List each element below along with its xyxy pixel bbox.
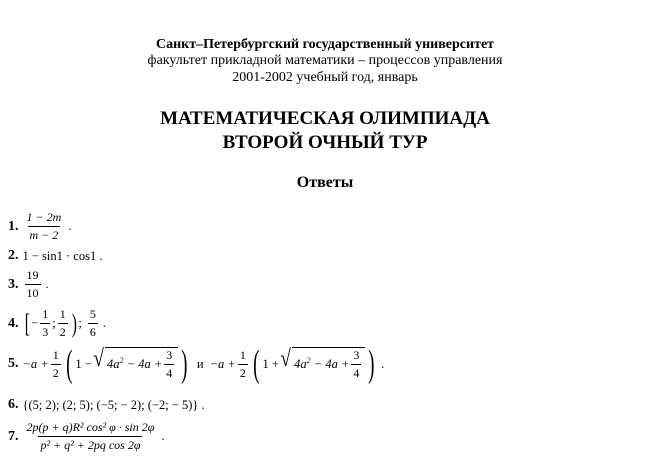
right-paren: ) (368, 343, 375, 385)
fraction (40, 307, 50, 340)
answer-number: 2. (8, 248, 19, 263)
numerator: 1 (59, 307, 66, 321)
answer-number: 4. (8, 315, 19, 331)
fraction (58, 307, 68, 340)
fraction (25, 420, 157, 453)
minus-sign: − (31, 316, 39, 330)
title-line-2: ВТОРОЙ ОЧНЫЙ ТУР (222, 132, 428, 153)
left-paren: ( (253, 343, 260, 385)
answer-4 (8, 307, 106, 340)
denominator: 6 (89, 325, 96, 339)
conjunction: и (196, 356, 204, 371)
numerator: 1 (52, 347, 59, 362)
square-root (92, 347, 178, 381)
period: . (45, 277, 49, 291)
denominator: m − 2 (29, 228, 59, 242)
square-root (279, 347, 365, 381)
denominator: 2 (52, 365, 59, 380)
answer-2 (8, 248, 102, 264)
answer-number: 6. (8, 397, 19, 412)
period: . (68, 219, 72, 233)
answer-7 (8, 420, 165, 453)
term: 1 − (75, 356, 92, 371)
faculty-name: факультет прикладной математики – процессов управления (147, 53, 503, 68)
fraction (25, 268, 41, 301)
solution-set: {(5; 2); (2; 5); (−5; − 2); (−2; − 5)} . (22, 397, 205, 412)
answers-heading: Ответы (296, 174, 354, 191)
answer-number: 1. (8, 218, 19, 234)
numerator: 19 (26, 268, 39, 282)
right-paren: ) (71, 308, 77, 338)
fraction: $\frac{3}{4}$ (166, 348, 173, 380)
right-paren: ) (181, 343, 188, 385)
term: −a + (209, 356, 236, 371)
answer-number: 3. (8, 276, 19, 292)
numerator: 1 (42, 307, 49, 321)
radical-sign: √ (93, 346, 104, 372)
radical-sign: √ (280, 346, 291, 372)
fraction (51, 348, 61, 381)
answer-6 (8, 397, 205, 413)
term: −a + (22, 356, 49, 371)
denominator: 10 (26, 286, 39, 300)
answer-3 (8, 268, 49, 301)
period: . (161, 429, 165, 443)
period: . (102, 316, 106, 330)
term: 1 + (262, 356, 279, 371)
separator: ; (52, 316, 56, 330)
academic-year: 2001-2002 учебный год, январь (232, 70, 418, 85)
radicand: $4a^2 - 4a$ + $\frac{3}{4}$ (292, 347, 365, 381)
denominator: 2 (59, 325, 66, 339)
numerator: 2p(p + q)R² cos² φ · sin 2φ (26, 420, 155, 434)
fraction (88, 307, 98, 340)
fraction (25, 210, 64, 243)
denominator: p² + q² + 2pq cos 2φ (40, 438, 141, 452)
numerator: 5 (89, 307, 96, 321)
denominator: 3 (42, 325, 49, 339)
left-bracket: [ (24, 308, 30, 338)
expression: 1 − sin1 · cos1 . (22, 248, 103, 263)
title-line-1: МАТЕМАТИЧЕСКАЯ ОЛИМПИАДА (160, 108, 490, 129)
left-paren: ( (65, 343, 73, 385)
answer-number: 5. (8, 356, 19, 371)
fraction: $\frac{3}{4}$ (353, 348, 360, 380)
period: . (381, 356, 385, 371)
numerator: 1 − 2m (26, 210, 62, 224)
university-name: Санкт–Петербургский государственный университет (155, 37, 495, 52)
answer-5 (8, 345, 384, 383)
separator: ; (78, 316, 82, 330)
fraction: $\frac{1}{2}$ (239, 347, 246, 380)
answer-number: 7. (8, 428, 19, 444)
radicand: $4a^2 - 4a$ + $\frac{3}{4}$ (105, 347, 178, 381)
answer-1 (8, 210, 71, 243)
